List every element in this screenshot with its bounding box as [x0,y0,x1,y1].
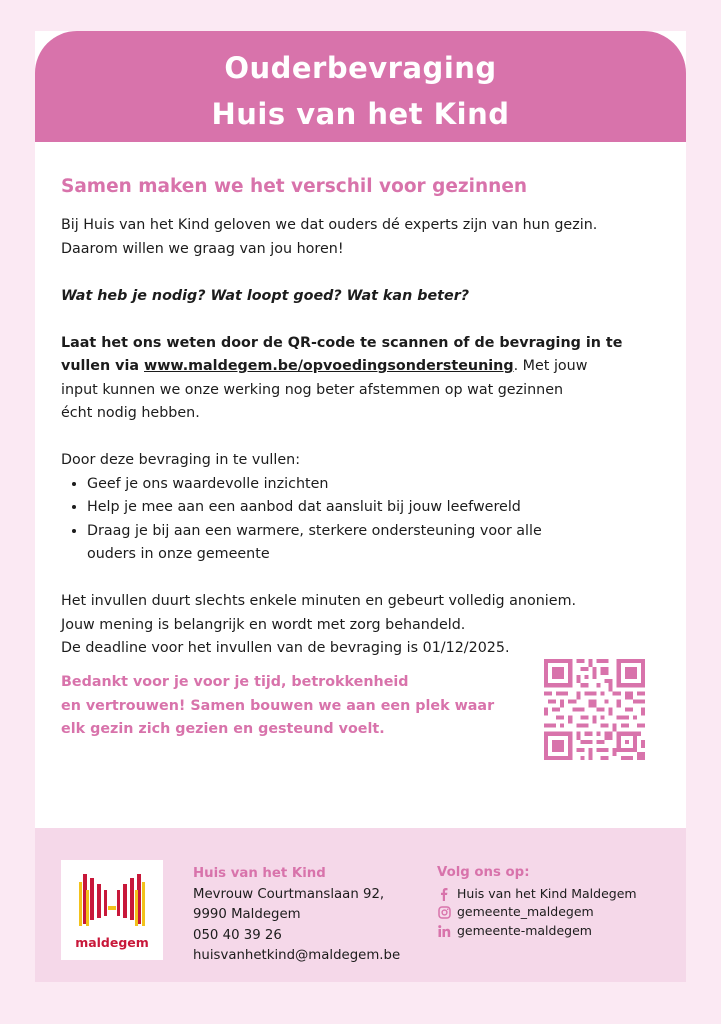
street-address: Mevrouw Courtmanslaan 92, [193,886,385,902]
instagram-icon [437,905,451,919]
footer [35,828,686,982]
list-intro: Door deze bevraging in te vullen: [61,452,301,468]
section-title: Samen maken we het verschil voor gezinnen [61,176,528,197]
intro-line-2: Daarom willen we graag van jou horen! [61,240,344,257]
thanks-line-1: Bedankt voor je voor je tijd, betrokkenheid [61,674,409,690]
linkedin-label: gemeente-maldegem [457,922,592,938]
cta-rest-1: . Met jouw [513,358,588,374]
instagram-label: gemeente_maldegem [457,904,594,919]
follow-label: Volg ons op: [437,865,530,880]
maldegem-m-icon [77,872,147,930]
survey-link[interactable]: www.maldegem.be/opvoedingsondersteuning [144,358,514,374]
social-block [437,864,637,940]
cta-bold-2: vullen via [61,358,144,374]
phone-number[interactable]: 050 40 39 26 [193,927,282,943]
facebook-icon [437,887,451,901]
main-content [61,174,651,661]
linkedin-icon [437,924,451,938]
facebook-label: Huis van het Kind Maldegem [457,885,637,901]
header-title: Ouderbevraging [224,51,497,85]
city-address: 9990 Maldegem [193,907,301,922]
list-item: • Draag je bij aan een warmere, sterkere ondersteuning voor alle ouders in onze gemeente [87,520,557,567]
qr-code-icon[interactable] [544,659,645,760]
email-address[interactable]: huisvanhetkind@maldegem.be [193,948,401,963]
closing-line-2: Jouw mening is belangrijk en wordt met zorg behandeld. [61,616,466,633]
questions-text: Wat heb je nodig? Wat loopt goed? Wat kan beter? [61,287,470,304]
maldegem-logo [61,860,163,960]
cta-bold-1: Laat het ons weten door de QR-code te scannen of de bevraging in te [61,334,623,351]
header-banner [35,31,686,142]
instagram-link[interactable] [437,903,637,922]
list-item: • Help je mee aan een aanbod dat aansluit bij jouw leefwereld [87,496,651,520]
org-name: Huis van het Kind [193,866,326,881]
facebook-link[interactable] [437,885,637,904]
cta-paragraph [61,332,651,426]
thanks-line-2: en vertrouwen! Samen bouwen we aan een plek waar [61,697,495,714]
closing-line-3: De deadline voor het invullen van de bevraging is 01/12/2025. [61,640,510,656]
intro-line-1: Bij Huis van het Kind geloven we dat ouders dé experts zijn van hun gezin. [61,217,598,233]
cta-rest-3: écht nodig hebben. [61,405,200,421]
closing-line-1: Het invullen duurt slechts enkele minuten en gebeurt volledig anoniem. [61,593,577,609]
thanks-message [61,671,501,742]
cta-rest-2: input kunnen we onze werking nog beter afstemmen op wat gezinnen [61,381,564,398]
list-item: • Geef je ons waardevolle inzichten [87,473,651,497]
flyer-sheet [35,31,686,982]
thanks-line-3: elk gezin zich gezien en gesteund voelt. [61,721,385,737]
logo-text: maldegem [75,935,149,950]
linkedin-link[interactable] [437,922,637,941]
benefits-list [61,473,651,567]
header-subtitle: Huis van het Kind [211,97,510,131]
contact-block [193,864,400,967]
